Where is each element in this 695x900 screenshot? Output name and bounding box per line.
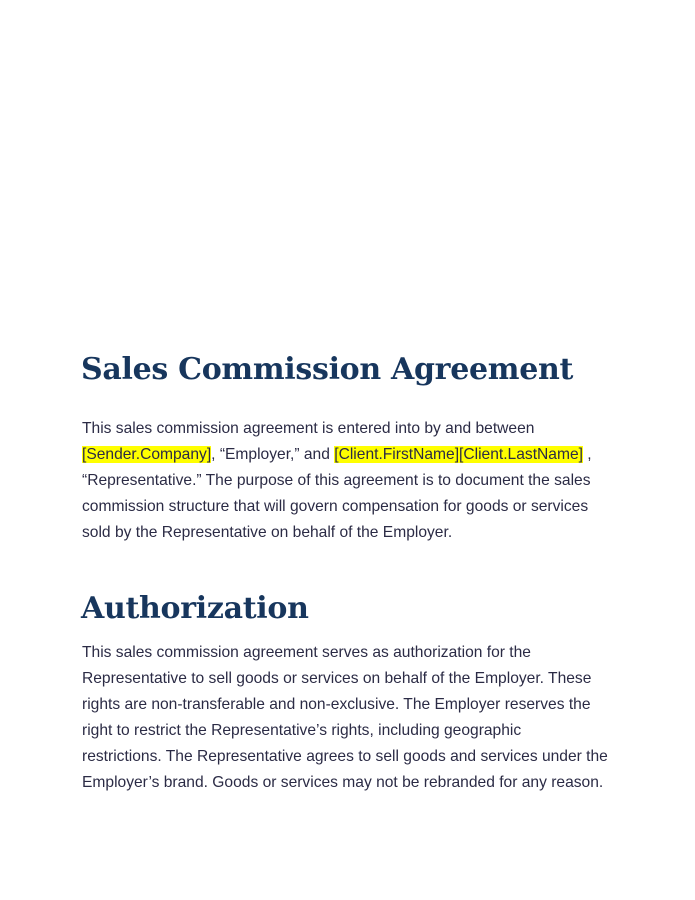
intro-paragraph xyxy=(82,416,592,546)
authorization-paragraph xyxy=(82,640,608,796)
paragraph-line: right to restrict the Representative’s rights, including geographic xyxy=(82,722,522,739)
text: , xyxy=(582,446,592,463)
paragraph-line: rights are non-transferable and non-exclusive. The Employer reserves the xyxy=(82,696,591,713)
paragraph-line: commission structure that will govern compensation for goods or services xyxy=(82,498,589,515)
paragraph-line: sold by the Representative on behalf of the Employer. xyxy=(82,524,453,541)
sender-company-placeholder[interactable]: [Sender.Company] xyxy=(82,446,212,463)
paragraph-line: “Representative.” The purpose of this agreement is to document the sales xyxy=(82,472,591,489)
paragraph-line: This sales commission agreement serves as authorization for the xyxy=(82,644,531,661)
paragraph-line: Employer’s brand. Goods or services may not be rebranded for any reason. xyxy=(82,774,604,791)
paragraph-line xyxy=(82,442,592,468)
page-title: Sales Commission Agreement xyxy=(81,352,574,387)
paragraph-line: Representative to sell goods or services on behalf of the Employer. These xyxy=(82,670,592,687)
paragraph-line: This sales commission agreement is entered into by and between xyxy=(82,420,535,437)
client-name-placeholder[interactable]: [Client.FirstName][Client.LastName] xyxy=(334,446,583,463)
text: , “Employer,” and xyxy=(211,446,335,463)
paragraph-line: restrictions. The Representative agrees to sell goods and services under the xyxy=(82,748,608,765)
section-heading-authorization: Authorization xyxy=(81,591,309,626)
